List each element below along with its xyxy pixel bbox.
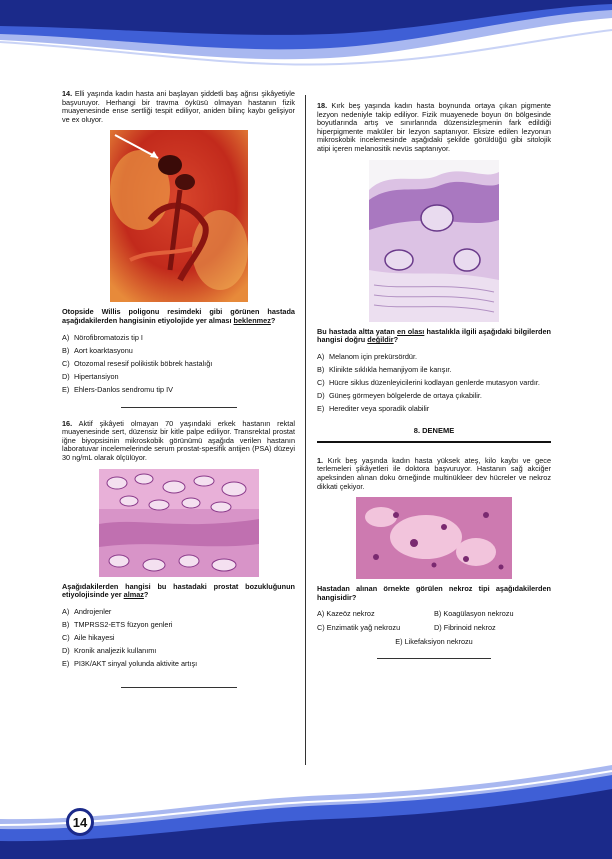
question-number: 18. [317, 101, 328, 110]
question-text: Kırk beş yaşında kadın hasta yüksek ateş, kilo kaybı ve gece terlemeleri şikâyetleri ile doktora başvuruyor. Hastanın sağ akciğer apeksinden alınan doku örneğinde multinükleer dev hücreler ve nekroz dikkati çekiyor. [317, 455, 552, 491]
question-number: 14. [62, 89, 73, 98]
question-stem [62, 308, 295, 325]
option-letter: B) [317, 364, 325, 374]
option-letter: E) [62, 659, 70, 669]
stem-end: ? [143, 590, 149, 600]
stem-text: Otopside Willis poligonu resimdeki gibi görünen hastada aşağıdakilerden hangisinin etiyolojide yer alması [62, 307, 295, 325]
option-text: PI3K/AKT sinyal yolunda aktivite artışı [74, 659, 198, 669]
stem-emphasis: beklenmez [233, 315, 271, 325]
option-text: Aile hikayesi [74, 632, 115, 642]
stem-text: hastalıkla ilgili aşağıdaki bilgilerden hangisi doğru [317, 326, 552, 345]
option-c[interactable] [317, 624, 434, 633]
section-title: 8. DENEME [413, 425, 455, 435]
option-a[interactable] [317, 610, 434, 619]
option-letter: A) [317, 609, 325, 619]
option-letter: D) [62, 645, 70, 655]
option-text: Kazeöz nekroz [326, 609, 375, 619]
answer-options [317, 353, 551, 414]
option-text: Hücre siklus düzenleyicilerini kodlayan genlerde mutasyon vardır. [329, 377, 540, 387]
option-e[interactable] [62, 386, 295, 395]
header-wave-decoration [0, 0, 612, 95]
option-letter: E) [317, 404, 325, 414]
question-stem [62, 583, 295, 600]
option-letter: C) [317, 377, 325, 387]
section-rule [317, 441, 551, 443]
question-text: Kırk beş yaşında kadın hasta boynunda ortaya çıkan pigmente lezyon nedeniyle takip ediliyor. Fizik muayenede boyun ön bölgesinde boyutlarında artış ve sınırlarında düzensizleşmenin fark edildiği hiperpigmente maküler bir lezyon saptanıyor. Eksize edilen lezyonun mikroskobik incelemesinde aşağıdaki şekilde görüldüğü gibi sitolojik atipi içeren melanositik nevüs saptanıyor. [317, 101, 551, 153]
option-letter: D) [62, 371, 70, 381]
stem-text: Aşağıdakilerden hangisi bu hastadaki prostat bozukluğunun etiyolojisinde yer [62, 581, 295, 600]
option-c[interactable] [317, 379, 551, 388]
option-b[interactable] [62, 621, 295, 630]
option-text: Koagülasyon nekrozu [443, 609, 514, 619]
stem-emphasis: değildir [367, 335, 394, 345]
option-e[interactable] [317, 637, 551, 646]
left-column [62, 90, 295, 700]
stem-emphasis: almaz [123, 590, 144, 600]
option-text: Güneş görmeyen bölgelerde de ortaya çıkabilir. [329, 391, 482, 401]
option-d[interactable] [434, 624, 551, 633]
option-letter: A) [62, 606, 70, 616]
question-number: 16. [62, 418, 73, 428]
question-14 [62, 90, 295, 124]
option-text: Hipertansiyon [74, 371, 119, 381]
question-separator [377, 658, 491, 659]
option-letter: B) [62, 345, 70, 355]
footer-wave-decoration [0, 759, 612, 859]
option-c[interactable] [62, 360, 295, 369]
question-stem: Hastadan alınan örnekte görülen nekroz tipi aşağıdakilerden hangisidir? [317, 584, 551, 602]
option-letter: A) [317, 351, 325, 361]
option-letter: C) [317, 622, 325, 632]
option-a[interactable] [62, 608, 295, 617]
answer-options [317, 610, 551, 632]
stem-text: Bu hastada altta yatan [317, 326, 398, 336]
option-text: Likefaksiyon nekrozu [404, 637, 473, 647]
option-text: Androjenler [74, 606, 112, 616]
question-18 [317, 102, 551, 154]
option-text: Ehlers-Danlos sendromu tip IV [74, 384, 173, 394]
stem-end: ? [270, 315, 276, 325]
option-text: Nörofibromatozis tip I [74, 332, 143, 342]
option-d[interactable] [317, 392, 551, 401]
melanocytic-nevus-micrograph [369, 160, 499, 322]
column-divider [305, 95, 306, 765]
stem-end: ? [393, 335, 399, 345]
question-text: Elli yaşında kadın hasta ani başlayan şiddetli baş ağrısı şikâyetiyle başvuruyor. Herhangi bir travma öyküsü olmayan hastanın fizik muayenesinde ense sertliği tespit ediliyor, aniden bilinç kaybı gelişiyor ve ex oluyor. [62, 89, 295, 124]
option-a[interactable] [62, 334, 295, 343]
option-letter: E) [395, 637, 403, 647]
question-separator [121, 687, 237, 688]
option-text: Aort koarktasyonu [74, 345, 133, 355]
option-d[interactable] [62, 647, 295, 656]
option-text: Otozomal resesif polikistik böbrek hastalığı [74, 358, 213, 368]
answer-options [62, 334, 295, 395]
option-text: Klinikte sıklıkla hemanjiyom ile karışır. [329, 364, 452, 374]
option-letter: E) [62, 384, 70, 394]
option-letter: A) [62, 332, 70, 342]
option-letter: B) [62, 619, 70, 629]
right-column [317, 90, 551, 671]
option-text: Herediter veya sporadik olabilir [329, 404, 430, 414]
option-letter: C) [62, 358, 70, 368]
answer-options [62, 608, 295, 669]
option-b[interactable] [62, 347, 295, 356]
question-16 [62, 420, 295, 463]
option-d[interactable] [62, 373, 295, 382]
option-text: Enzimatik yağ nekrozu [326, 622, 401, 632]
option-letter: B) [434, 609, 442, 619]
option-text: Kronik analjezik kullanımı [74, 645, 157, 655]
stem-emphasis: en olası [397, 326, 425, 336]
option-text: TMPRSS2-ETS füzyon genleri [74, 619, 173, 629]
option-c[interactable] [62, 634, 295, 643]
option-a[interactable] [317, 353, 551, 362]
option-b[interactable] [317, 366, 551, 375]
option-letter: D) [317, 391, 325, 401]
question-stem [317, 328, 551, 345]
prostate-biopsy-micrograph [99, 469, 259, 577]
option-letter: D) [434, 622, 442, 632]
option-text: Fibrinoid nekroz [443, 622, 496, 632]
willis-polygon-autopsy-image [110, 130, 248, 302]
option-text: Melanom için prekürsördür. [329, 351, 418, 361]
lung-tissue-micrograph [356, 497, 512, 579]
option-e[interactable] [62, 660, 295, 669]
option-letter: C) [62, 632, 70, 642]
question-number: 1. [317, 455, 324, 465]
question-1 [317, 457, 551, 491]
option-b[interactable] [434, 610, 551, 619]
question-separator [121, 407, 237, 408]
option-e[interactable] [317, 405, 551, 414]
page-number: 14 [66, 808, 94, 836]
question-text: Aktif şikâyeti olmayan 70 yaşındaki erkek hastanın rektal muayenesinde sert, düzensiz bir kitle palpe ediliyor. Transrektal prostat iğne biyopsisinin mikroskobik görünümü aşağıda verilen hastanın laboratuvar incelemelerinde serum prostat-spesifik antijen (PSA) düzeyi 30 ng/mL olarak ölçülüyor. [62, 418, 296, 462]
